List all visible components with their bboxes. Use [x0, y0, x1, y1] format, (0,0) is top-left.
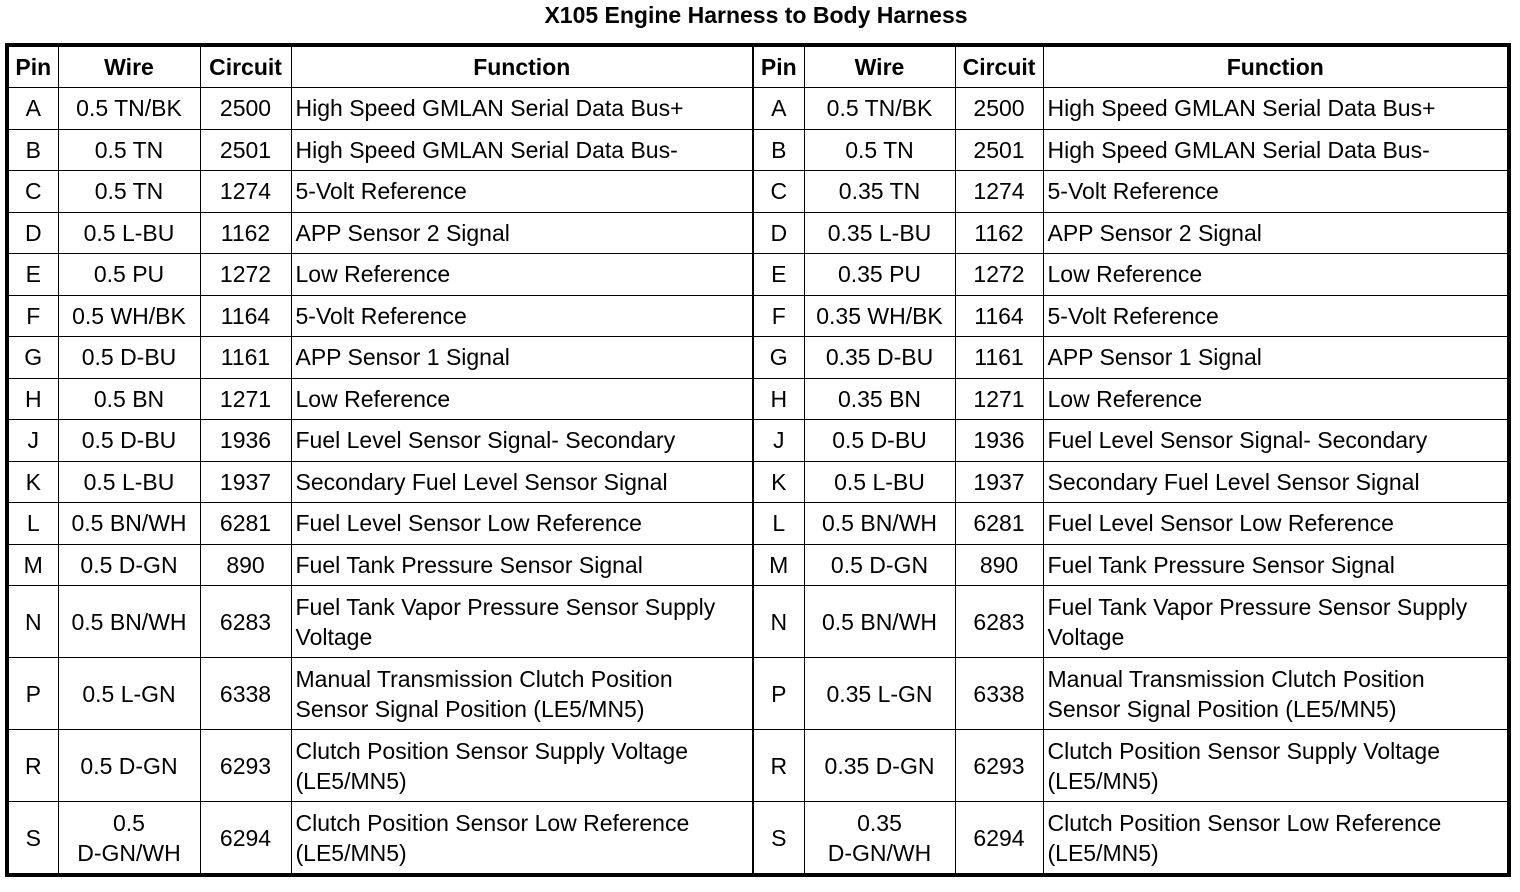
pin-cell: F: [753, 295, 804, 337]
function-cell: Clutch Position Sensor Supply Voltage (LE5/MN5): [291, 730, 753, 802]
pin-cell: D: [7, 212, 58, 254]
wire-cell: 0.5 BN/WH: [58, 503, 200, 545]
function-cell: Low Reference: [1043, 254, 1509, 296]
circuit-cell: 1936: [955, 420, 1043, 462]
wire-cell: 0.35 TN: [804, 171, 955, 213]
pin-rows: [7, 88, 1509, 876]
function-cell: Fuel Level Sensor Low Reference: [291, 503, 753, 545]
circuit-cell: 6281: [200, 503, 291, 545]
function-cell: Manual Transmission Clutch Position Sensor Signal Position (LE5/MN5): [291, 658, 753, 730]
function-cell: Clutch Position Sensor Supply Voltage (LE5/MN5): [1043, 730, 1509, 802]
col-header-wire: Wire: [804, 45, 955, 88]
function-cell: Fuel Tank Vapor Pressure Sensor Supply Voltage: [291, 586, 753, 658]
wire-cell: 0.5 D-GN: [804, 544, 955, 586]
table-row: [7, 212, 1509, 254]
circuit-cell: 6294: [200, 802, 291, 876]
function-cell: Low Reference: [291, 254, 753, 296]
wire-cell: 0.5 L-BU: [58, 461, 200, 503]
pin-cell: E: [753, 254, 804, 296]
circuit-cell: 6283: [955, 586, 1043, 658]
wire-cell: 0.5 D-GN: [58, 544, 200, 586]
pin-cell: C: [753, 171, 804, 213]
circuit-cell: 1164: [200, 295, 291, 337]
circuit-cell: 6293: [955, 730, 1043, 802]
circuit-cell: 1936: [200, 420, 291, 462]
circuit-cell: 6281: [955, 503, 1043, 545]
function-cell: Fuel Tank Vapor Pressure Sensor Supply Voltage: [1043, 586, 1509, 658]
wire-cell: 0.5 TN: [58, 171, 200, 213]
function-cell: 5-Volt Reference: [291, 171, 753, 213]
wire-cell: 0.5 L-BU: [804, 461, 955, 503]
function-cell: Secondary Fuel Level Sensor Signal: [291, 461, 753, 503]
wire-cell: 0.35 D-GN/WH: [804, 802, 955, 876]
table-row: [7, 378, 1509, 420]
function-cell: 5-Volt Reference: [291, 295, 753, 337]
function-cell: Fuel Level Sensor Signal- Secondary: [291, 420, 753, 462]
function-cell: Clutch Position Sensor Low Reference (LE5/MN5): [291, 802, 753, 876]
function-cell: 5-Volt Reference: [1043, 171, 1509, 213]
pin-cell: R: [753, 730, 804, 802]
table-row: [7, 586, 1509, 658]
pin-cell: P: [753, 658, 804, 730]
pin-cell: N: [7, 586, 58, 658]
function-cell: High Speed GMLAN Serial Data Bus+: [1043, 88, 1509, 130]
wire-cell: 0.5 D-BU: [804, 420, 955, 462]
pin-cell: L: [7, 503, 58, 545]
pin-cell: F: [7, 295, 58, 337]
wire-cell: 0.5 L-GN: [58, 658, 200, 730]
pin-cell: M: [753, 544, 804, 586]
wire-cell: 0.5 TN/BK: [58, 88, 200, 130]
pin-cell: E: [7, 254, 58, 296]
pin-cell: J: [7, 420, 58, 462]
wire-cell: 0.5 TN/BK: [804, 88, 955, 130]
wire-cell: 0.35 L-BU: [804, 212, 955, 254]
col-header-pin: Pin: [7, 45, 58, 88]
function-cell: APP Sensor 1 Signal: [291, 337, 753, 379]
pin-cell: K: [7, 461, 58, 503]
pin-cell: A: [753, 88, 804, 130]
wire-cell: 0.5 TN: [58, 129, 200, 171]
table-row: [7, 461, 1509, 503]
table-row: [7, 254, 1509, 296]
circuit-cell: 1272: [200, 254, 291, 296]
col-header-pin: Pin: [753, 45, 804, 88]
wire-cell: 0.5 D-GN/WH: [58, 802, 200, 876]
wire-cell: 0.5 D-BU: [58, 337, 200, 379]
pin-cell: K: [753, 461, 804, 503]
circuit-cell: 6338: [200, 658, 291, 730]
col-header-circuit: Circuit: [200, 45, 291, 88]
table-row: [7, 730, 1509, 802]
circuit-cell: 1161: [955, 337, 1043, 379]
table-row: [7, 420, 1509, 462]
circuit-cell: 1271: [955, 378, 1043, 420]
circuit-cell: 1164: [955, 295, 1043, 337]
wire-cell: 0.5 WH/BK: [58, 295, 200, 337]
circuit-cell: 1274: [200, 171, 291, 213]
circuit-cell: 1937: [955, 461, 1043, 503]
wire-cell: 0.5 BN/WH: [804, 503, 955, 545]
table-row: [7, 544, 1509, 586]
pin-cell: M: [7, 544, 58, 586]
table-row: [7, 295, 1509, 337]
function-cell: APP Sensor 2 Signal: [291, 212, 753, 254]
table-row: [7, 171, 1509, 213]
wire-cell: 0.5 D-GN: [58, 730, 200, 802]
circuit-cell: 2501: [200, 129, 291, 171]
wire-cell: 0.35 WH/BK: [804, 295, 955, 337]
wire-cell: 0.5 PU: [58, 254, 200, 296]
col-header-function: Function: [291, 45, 753, 88]
function-cell: Manual Transmission Clutch Position Sensor Signal Position (LE5/MN5): [1043, 658, 1509, 730]
wire-cell: 0.5 D-BU: [58, 420, 200, 462]
circuit-cell: 6283: [200, 586, 291, 658]
table-row: [7, 802, 1509, 876]
function-cell: Fuel Level Sensor Low Reference: [1043, 503, 1509, 545]
pin-cell: N: [753, 586, 804, 658]
circuit-cell: 2500: [955, 88, 1043, 130]
wire-cell: 0.5 BN/WH: [58, 586, 200, 658]
wire-cell: 0.35 D-GN: [804, 730, 955, 802]
circuit-cell: 890: [955, 544, 1043, 586]
col-header-circuit: Circuit: [955, 45, 1043, 88]
wire-cell: 0.5 L-BU: [58, 212, 200, 254]
header-row: [7, 45, 1509, 88]
wire-cell: 0.5 TN: [804, 129, 955, 171]
function-cell: Fuel Tank Pressure Sensor Signal: [1043, 544, 1509, 586]
function-cell: APP Sensor 2 Signal: [1043, 212, 1509, 254]
circuit-cell: 6293: [200, 730, 291, 802]
function-cell: Secondary Fuel Level Sensor Signal: [1043, 461, 1509, 503]
pin-cell: L: [753, 503, 804, 545]
circuit-cell: 1162: [955, 212, 1043, 254]
table-row: [7, 129, 1509, 171]
circuit-cell: 1272: [955, 254, 1043, 296]
pin-cell: S: [7, 802, 58, 876]
pin-cell: B: [7, 129, 58, 171]
pin-cell: R: [7, 730, 58, 802]
pin-cell: P: [7, 658, 58, 730]
wire-cell: 0.35 BN: [804, 378, 955, 420]
document-title: X105 Engine Harness to Body Harness: [544, 2, 968, 28]
function-cell: High Speed GMLAN Serial Data Bus+: [291, 88, 753, 130]
table-row: [7, 88, 1509, 130]
circuit-cell: 1162: [200, 212, 291, 254]
pin-cell: D: [753, 212, 804, 254]
table-row: [7, 337, 1509, 379]
circuit-cell: 2500: [200, 88, 291, 130]
col-header-wire: Wire: [58, 45, 200, 88]
function-cell: Low Reference: [291, 378, 753, 420]
function-cell: Fuel Level Sensor Signal- Secondary: [1043, 420, 1509, 462]
col-header-function: Function: [1043, 45, 1509, 88]
table-row: [7, 658, 1509, 730]
circuit-cell: 890: [200, 544, 291, 586]
connector-pinout-table: [5, 43, 1511, 877]
function-cell: Fuel Tank Pressure Sensor Signal: [291, 544, 753, 586]
function-cell: Clutch Position Sensor Low Reference (LE5/MN5): [1043, 802, 1509, 876]
pin-cell: C: [7, 171, 58, 213]
function-cell: High Speed GMLAN Serial Data Bus-: [1043, 129, 1509, 171]
wire-cell: 0.35 PU: [804, 254, 955, 296]
circuit-cell: 1937: [200, 461, 291, 503]
pin-cell: H: [7, 378, 58, 420]
wire-cell: 0.35 D-BU: [804, 337, 955, 379]
pin-cell: J: [753, 420, 804, 462]
wire-cell: 0.35 L-GN: [804, 658, 955, 730]
table-row: [7, 503, 1509, 545]
wire-cell: 0.5 BN: [58, 378, 200, 420]
circuit-cell: 1274: [955, 171, 1043, 213]
circuit-cell: 6338: [955, 658, 1043, 730]
pin-cell: G: [753, 337, 804, 379]
function-cell: Low Reference: [1043, 378, 1509, 420]
wire-cell: 0.5 BN/WH: [804, 586, 955, 658]
function-cell: 5-Volt Reference: [1043, 295, 1509, 337]
pin-cell: G: [7, 337, 58, 379]
circuit-cell: 6294: [955, 802, 1043, 876]
circuit-cell: 1161: [200, 337, 291, 379]
pin-cell: H: [753, 378, 804, 420]
pin-cell: B: [753, 129, 804, 171]
function-cell: APP Sensor 1 Signal: [1043, 337, 1509, 379]
circuit-cell: 1271: [200, 378, 291, 420]
circuit-cell: 2501: [955, 129, 1043, 171]
pin-cell: A: [7, 88, 58, 130]
function-cell: High Speed GMLAN Serial Data Bus-: [291, 129, 753, 171]
pin-cell: S: [753, 802, 804, 876]
